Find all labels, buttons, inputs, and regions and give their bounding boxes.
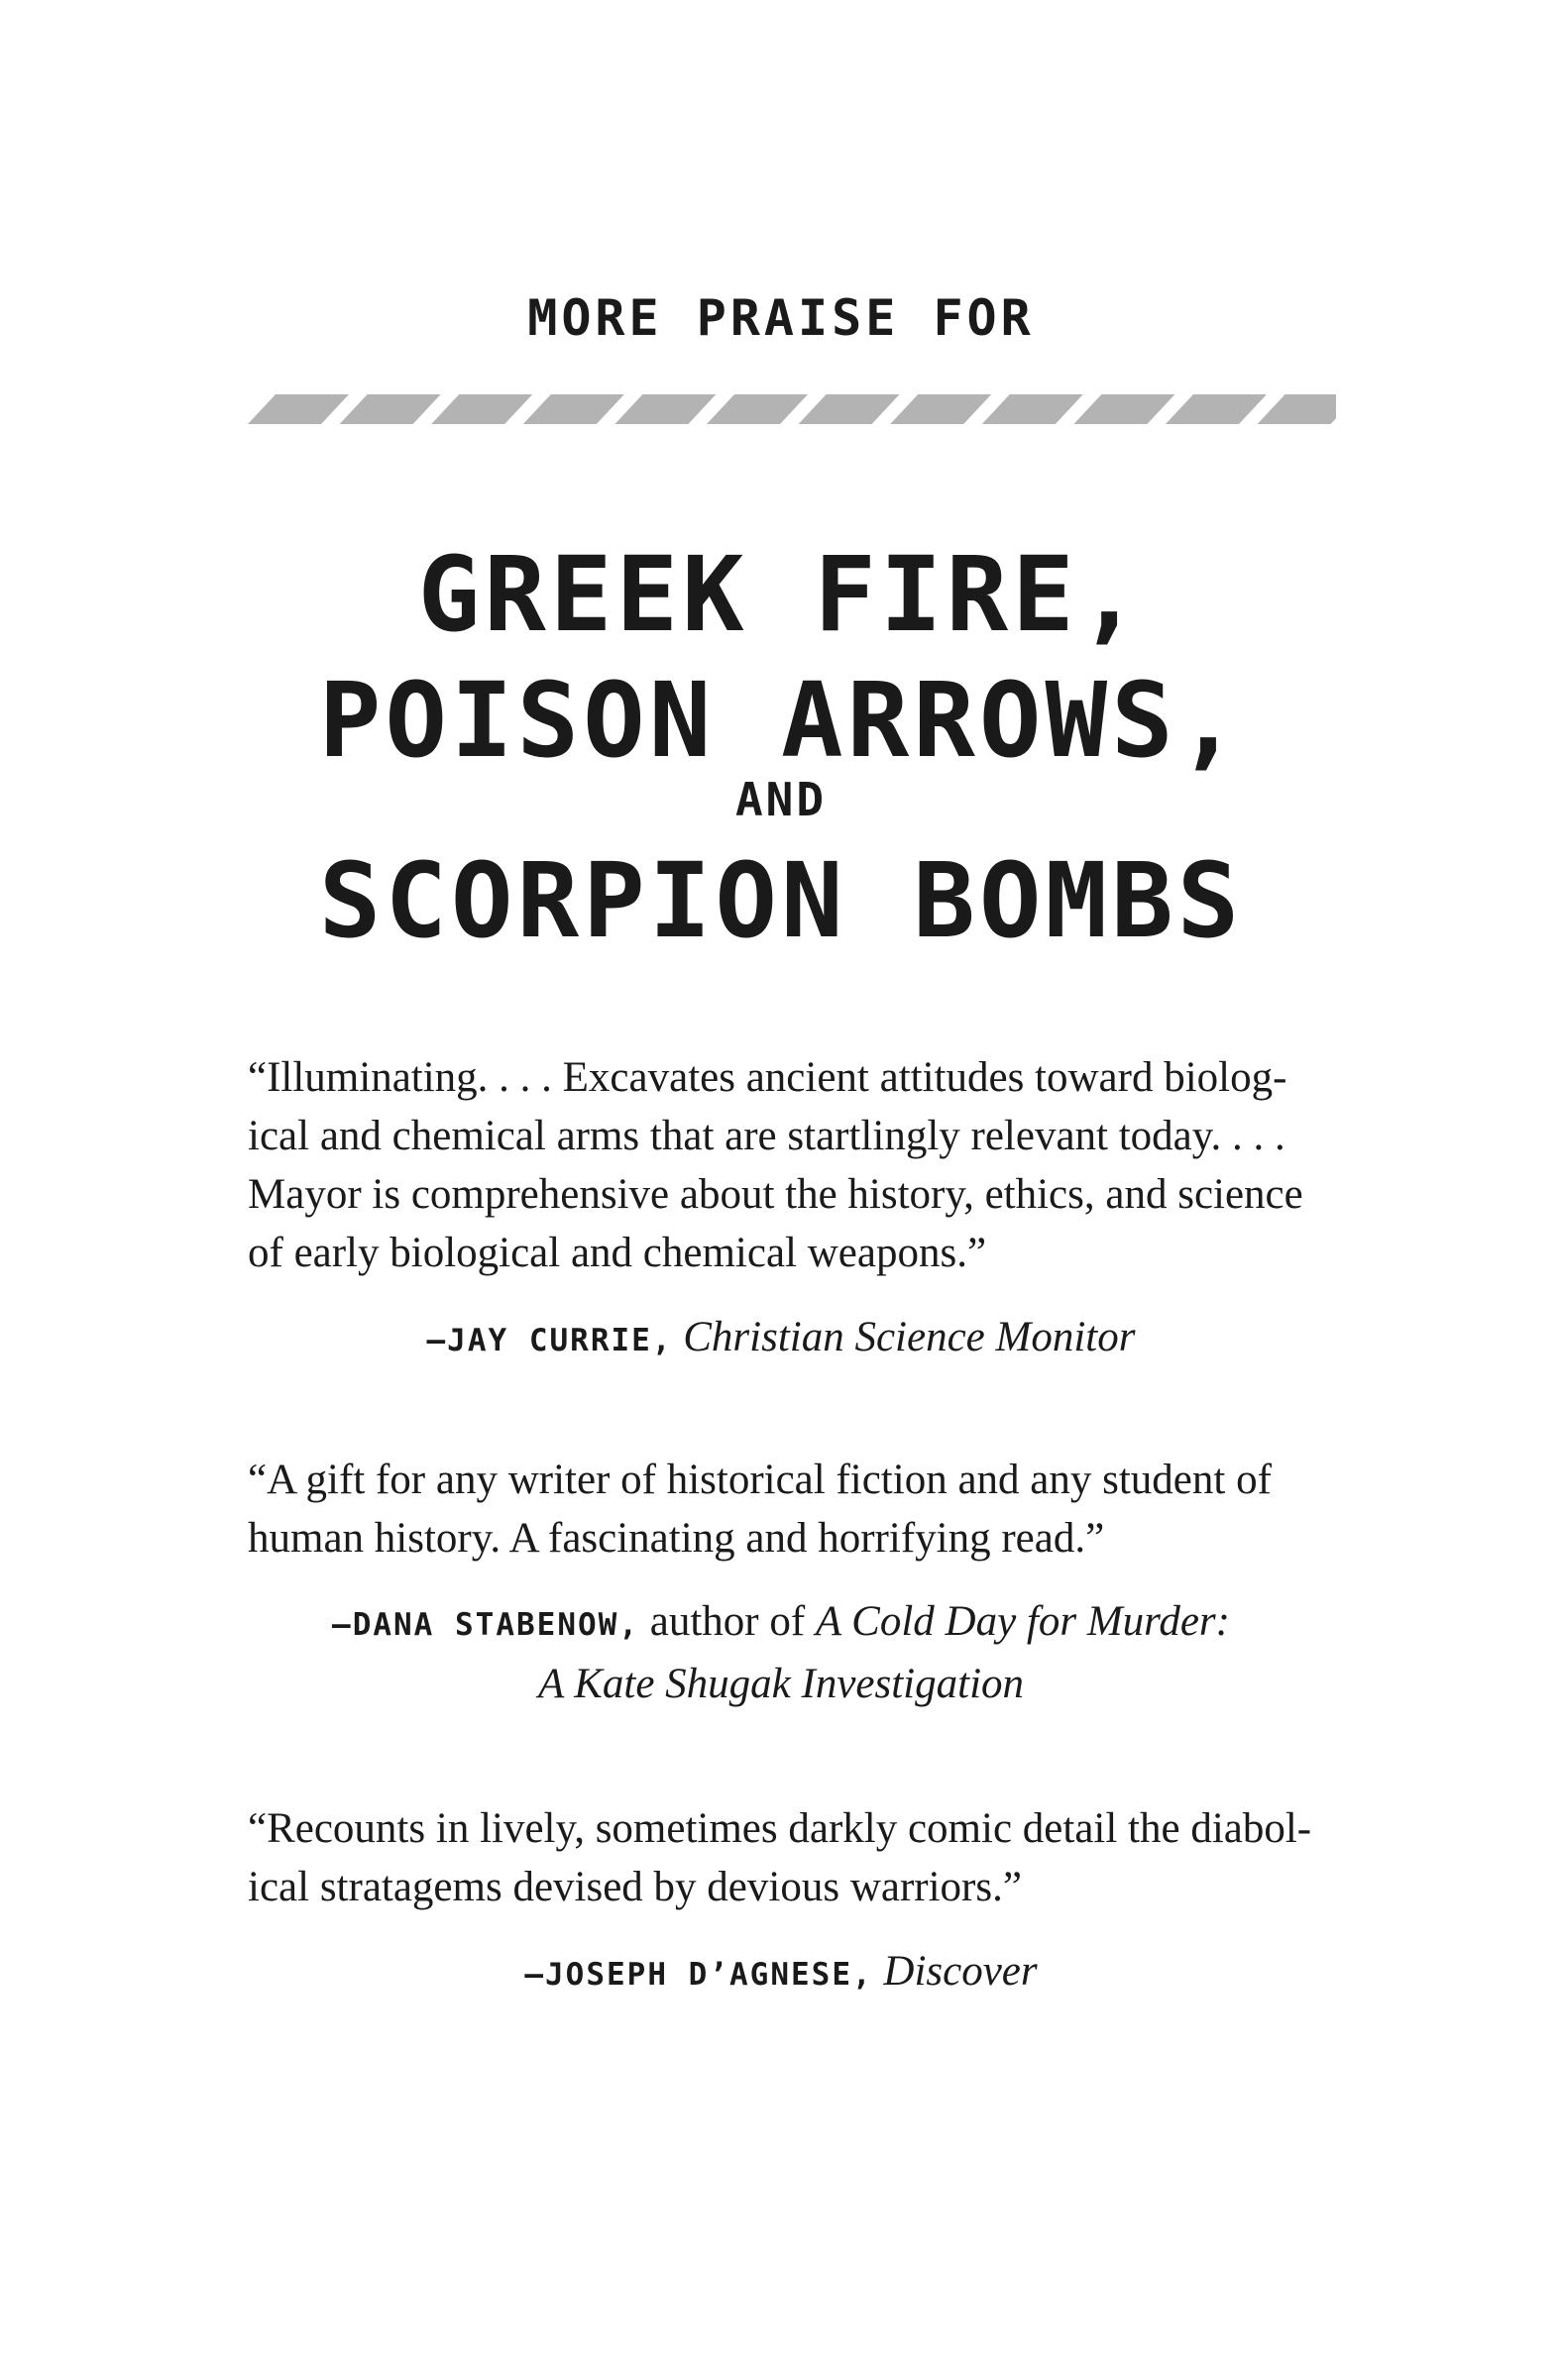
attribution-source-continued: A Kate Shugak Investigation [537,1661,1025,1707]
attribution-source: Christian Science Monitor [683,1314,1136,1360]
quote-line: “A gift for any writer of historical fiction and any student of [248,1457,1272,1503]
quote-attribution-1 [0,1308,1562,1370]
quote-line: Mayor is comprehensive about the history, ethics, and science [248,1171,1303,1218]
attribution-source: Discover [883,1948,1038,1995]
attribution-author: —JOSEPH D’AGNESE, [524,1957,873,1993]
striped-divider [248,394,1336,424]
divider-stripe [707,394,808,424]
divider-stripe [614,394,716,424]
quote-line: “Recounts in lively, sometimes darkly comic detail the diabol- [248,1805,1312,1852]
divider-stripe [431,394,532,424]
divider-stripe [982,394,1083,424]
divider-stripe [1166,394,1267,424]
quote-line: “Illuminating. . . . Excavates ancient attitudes toward biolog- [248,1054,1287,1101]
praise-quote-3 [248,1799,1338,1916]
divider-stripe [1073,394,1174,424]
book-title-line-2: POISON ARROWS, [318,660,1244,781]
section-kicker: MORE PRAISE FOR [527,289,1035,347]
divider-stripe [890,394,991,424]
divider-stripe [1258,394,1336,424]
divider-stripe [523,394,624,424]
book-title-connector: AND [734,773,828,826]
quote-line: human history. A fascinating and horrifying read.” [248,1515,1105,1562]
quote-attribution-3 [0,1942,1562,2004]
quote-line: ical stratagems devised by devious warriors.” [248,1864,1022,1910]
attribution-connector: author of [649,1598,806,1645]
book-title-line-3: SCORPION BOMBS [318,840,1244,961]
quote-line: of early biological and chemical weapons.” [248,1230,987,1276]
attribution-author: —DANA STABENOW, [332,1607,639,1643]
praise-quote-1 [248,1048,1338,1282]
book-title-line-1: GREEK FIRE, [417,534,1145,655]
divider-stripe [340,394,441,424]
divider-stripe [248,394,349,424]
divider-stripe [799,394,900,424]
attribution-author: —JAY CURRIE, [426,1323,673,1358]
praise-quote-2 [248,1451,1338,1568]
attribution-source: A Cold Day for Murder: [815,1598,1230,1645]
quote-attribution-2 [0,1592,1562,1713]
quote-line: ical and chemical arms that are startlingly relevant today. . . . [248,1113,1285,1159]
